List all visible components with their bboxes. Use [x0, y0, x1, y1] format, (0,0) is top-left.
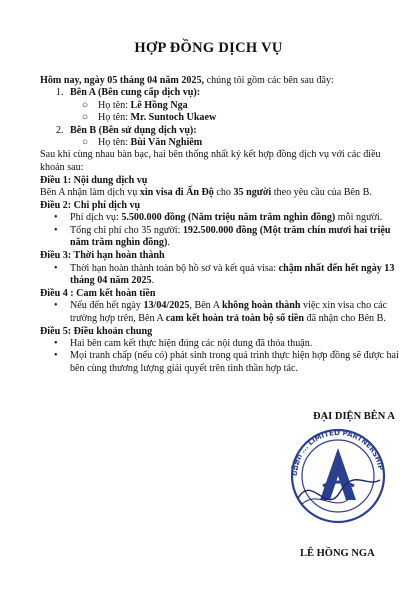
intro-suffix: chúng tôi gồm các bên sau đây:	[204, 75, 334, 86]
party-a-rep-1-prefix: Họ tên:	[98, 99, 131, 111]
party-a-rep-2-name: Mr. Suntoch Ukaew	[130, 112, 217, 124]
fee-label: Phí dịch vụ:	[70, 212, 122, 224]
article-2-item-total	[54, 225, 401, 250]
article-1-text	[40, 187, 401, 199]
intro-date: Hôm nay, ngày 05 tháng 04 năm 2025,	[40, 75, 205, 86]
article-5-item-2	[54, 350, 401, 375]
company-seal-icon	[288, 426, 388, 526]
general-term-2: Mọi tranh chấp (nếu có) phát sinh trong quá trình thực hiện hợp đồng sẽ được hai bên cùng thương lượng giải quyết trên tinh thần hợp tác.	[70, 350, 399, 374]
article-1-part: Bên A nhận làm dịch vụ	[40, 187, 140, 199]
refund-part: , Bên A	[189, 300, 222, 312]
agreement-text: Sau khi cùng nhau bàn bạc, hai bên thống nhất ký kết hợp đồng dịch vụ với các điều khoản sau:	[40, 149, 381, 173]
party-a-rep-2-prefix: Họ tên:	[98, 112, 131, 124]
refund-condition: không hoàn thành	[221, 300, 301, 312]
article-1-heading: Điều 1: Nội dung dịch vụ	[40, 174, 148, 186]
signer-name: LÊ HỒNG NGA	[300, 548, 375, 559]
fee-unit: mỗi người.	[335, 212, 383, 224]
party-b-rep-1-prefix: Họ tên:	[98, 137, 131, 149]
refund-part: đã nhận cho Bên B.	[304, 312, 386, 324]
deadline-end: .	[151, 275, 155, 286]
article-2-item-fee	[54, 212, 401, 224]
party-a-rep-1-name: Lê Hồng Nga	[130, 99, 188, 111]
circle-bullet-icon: ○	[82, 112, 89, 124]
refund-commitment: cam kết hoàn trả toàn bộ số tiền	[165, 312, 305, 324]
party-b-label: Bên B (Bên sử dụng dịch vụ):	[70, 124, 197, 136]
contract-body	[40, 75, 401, 375]
refund-part: việc xin visa cho các trường hợp trên, Bên A	[70, 300, 388, 324]
deadline-label: Thời hạn hoàn thành toàn bộ hồ sơ và kết quả visa:	[70, 262, 279, 274]
article-4-item	[54, 300, 401, 325]
total-label: Tổng chi phí cho 35 người:	[70, 224, 183, 236]
article-1-service: xin visa đi Ấn Độ	[139, 187, 214, 199]
dot-bullet-icon: •	[54, 224, 58, 236]
refund-date: 13/04/2025	[143, 300, 190, 312]
article-1-part: theo yêu cầu của Bên B.	[271, 187, 372, 199]
document-title: HỢP ĐỒNG DỊCH VỤ	[134, 40, 283, 56]
party-b-rep-1-name: Bùi Văn Nghiêm	[130, 137, 203, 149]
party-b-rep-1	[82, 137, 401, 149]
dot-bullet-icon: •	[54, 338, 58, 350]
article-2-heading: Điều 2: Chi phí dịch vụ	[40, 200, 141, 212]
article-1-part: cho	[213, 187, 234, 199]
general-term-1: Hai bên cam kết thực hiện đúng các nội dung đã thỏa thuận.	[70, 338, 313, 350]
party-a-label: Bên A (Bên cung cấp dịch vụ):	[70, 87, 201, 99]
article-4-heading: Điều 4 : Cam kết hoàn tiền	[40, 287, 156, 299]
dot-bullet-icon: •	[54, 212, 58, 224]
dot-bullet-icon: •	[54, 350, 58, 362]
intro-line	[40, 75, 401, 87]
party-b	[56, 125, 401, 137]
circle-bullet-icon: ○	[82, 99, 89, 111]
dot-bullet-icon: •	[54, 262, 58, 274]
article-5-heading: Điều 5: Điều khoản chung	[40, 325, 153, 337]
seal-logo-mark	[320, 448, 356, 500]
dot-bullet-icon: •	[54, 300, 58, 312]
total-end: .	[167, 237, 170, 249]
party-a-number: 1.	[56, 87, 64, 99]
fee-amount: 5.500.000 đồng (Năm triệu năm trăm nghìn đồng)	[121, 212, 336, 224]
deadline-date: chậm nhất đến hết ngày 13 tháng 04 năm 2025	[70, 262, 395, 286]
party-a	[56, 87, 401, 99]
party-b-number: 2.	[56, 124, 64, 136]
refund-part: Nếu đến hết ngày	[70, 300, 144, 312]
party-a-rep-1	[82, 100, 401, 112]
article-3-heading: Điều 3: Thời hạn hoàn thành	[40, 250, 165, 262]
seal-text: ບໍລິສັດ ... LIMITED PARTNERSHIP	[290, 428, 385, 477]
article-5-item-1	[54, 338, 401, 350]
representative-label: ĐẠI DIỆN BÊN A	[313, 411, 395, 422]
circle-bullet-icon: ○	[82, 137, 89, 149]
article-3-item	[54, 263, 401, 288]
total-amount: 192.500.000 đồng (Một trăm chín mươi hai triệu năm trăm nghìn đồng)	[70, 224, 391, 249]
party-a-rep-2	[82, 112, 401, 124]
article-1-count: 35 người	[233, 187, 272, 199]
